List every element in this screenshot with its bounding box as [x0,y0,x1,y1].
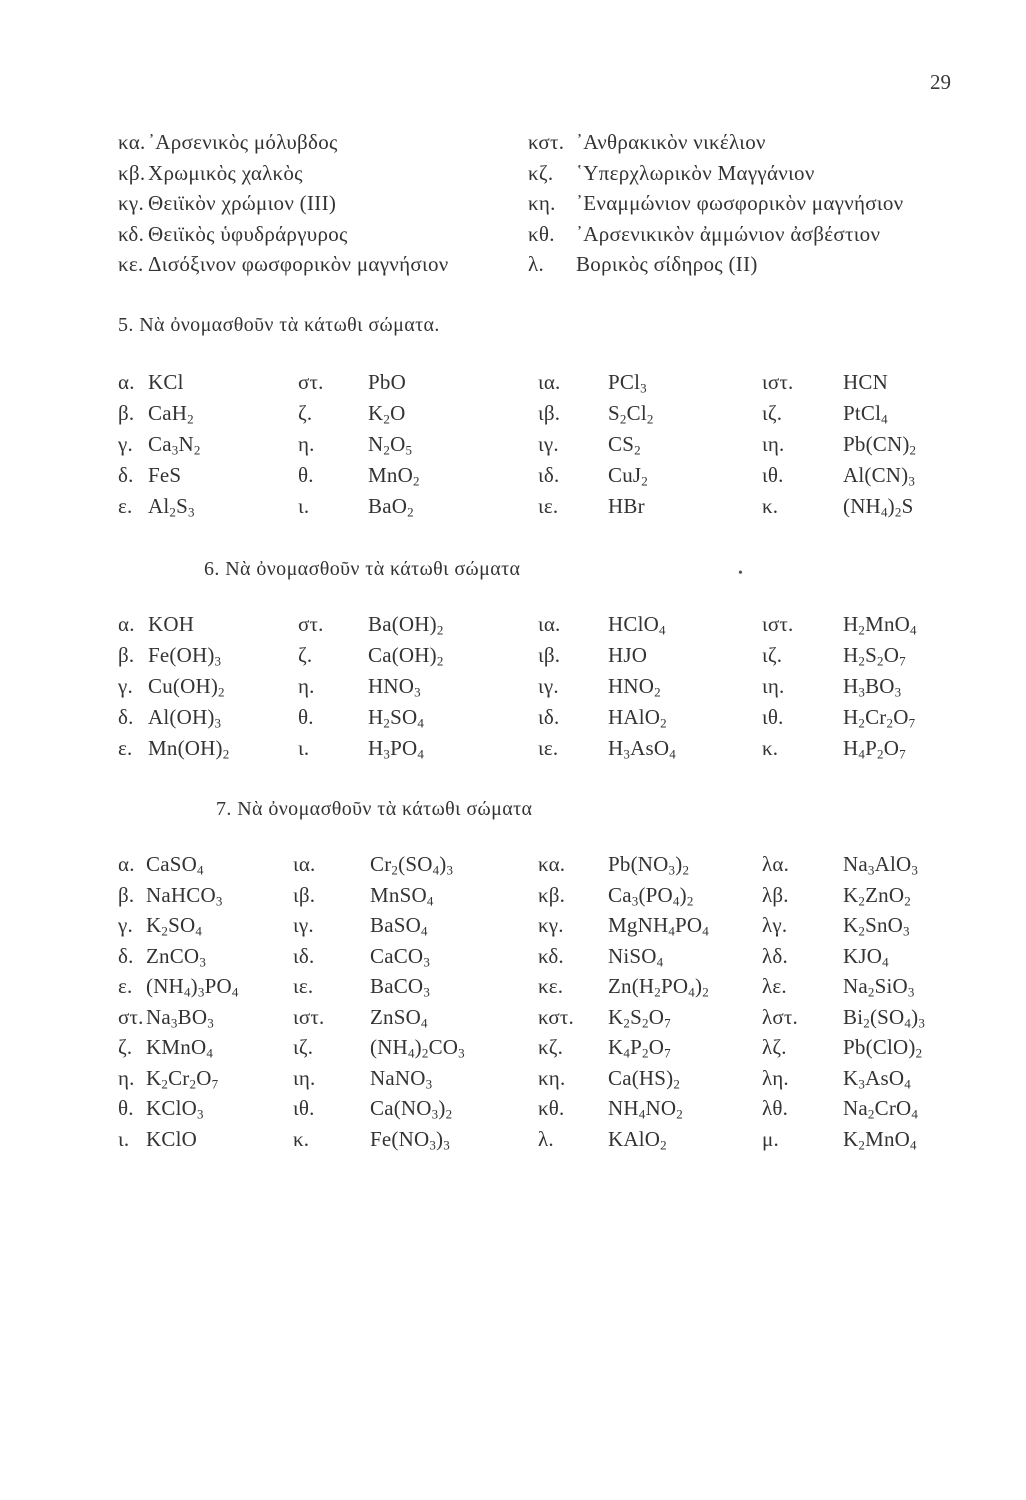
section-6-item-text: $Mn(OH)_2$ [148,736,230,762]
section-7-item-label: στ. [118,1004,144,1029]
section-7-item-label: ιε. [293,974,314,998]
section-7-item-text: KAlO$_2$ [608,1126,667,1153]
section-7-item-label: ιγ. [293,913,314,937]
section-7-item-label: μ. [762,1126,779,1151]
section-5-item-label: ε. [118,494,133,518]
section-7-item-text: $K_2SO_4$ [146,913,203,939]
top-item-label: κθ. [528,221,555,246]
section-7-item-label: η. [118,1065,135,1090]
section-7-item-label: κγ. [538,913,564,937]
section-7-item-label: ιζ. [293,1035,314,1059]
section-7-item-text: $K_2S_2O_7$ [608,1004,671,1031]
top-item-label: κγ. [118,191,145,215]
section-7-item-text: $(NH_4)_3PO_4$ [146,974,239,1000]
section-6-item-text: $H_2MnO_4$ [843,612,917,638]
section-7-item-text: $K_3AsO_4$ [843,1065,911,1092]
section-6-item-text: $HNO_3$ [368,674,421,700]
section-5-item-label: ιγ. [538,432,559,456]
section-7-item-label: κβ. [538,882,566,907]
section-7-item-text: $Ca(HS)_2$ [608,1065,681,1092]
section-7-item-text: ZnCO$_3$ [146,943,207,970]
section-7-item-label: ι. [118,1126,130,1151]
section-7-item-label: ια. [293,852,316,876]
section-6-item-text: $H_2SO_4$ [368,705,425,731]
section-5-item-label: ιστ. [762,370,794,394]
section-7-item-label: λε. [762,974,787,998]
section-7-item-text: $Bi_2(SO_4)_3$ [843,1004,926,1031]
section-7-heading: 7. Νὰ ὀνομασθοῦν τὰ κάτωθι σώματα [216,798,533,820]
top-item-label: λ. [528,252,545,276]
section-6-item-label: ια. [538,612,561,636]
section-7-item-text: NiSO$_4$ [608,943,664,970]
section-6-item-text: $HNO_2$ [608,674,661,700]
section-6-item-label: ιγ. [538,674,559,698]
section-6-item-label: ε. [118,736,133,760]
section-7-item-label: θ. [118,1096,134,1120]
section-5-item-text: KCl [148,370,184,394]
top-item-label: κδ. [118,221,145,246]
section-7-item-label: κδ. [538,943,564,968]
section-6-item-text: HJO [608,643,648,667]
top-item-text: ᾿Αρσενικικὸν ἀμμώνιον ἀσβέστιον [576,221,881,246]
section-7-item-label: λδ. [762,943,788,968]
section-7-item-label: ιθ. [293,1096,315,1120]
section-7-item-label: λγ. [762,913,788,937]
section-7-item-label: κε. [538,974,564,998]
section-6-item-label: ζ. [298,643,313,667]
section-5-item-text: $K_2O$ [368,401,406,427]
top-item-text: ῾Υπερχλωρικὸν Μαγγάνιον [576,160,815,185]
section-6-item-label: β. [118,643,135,667]
section-6-item-text: $Cu(OH)_2$ [148,674,225,700]
section-7-item-text: KClO$_3$ [146,1096,204,1122]
top-item-text: Δισόξινον φωσφορικὸν μαγνήσιον [148,252,449,276]
section-7-item-text: $K_2SnO_3$ [843,913,910,939]
section-5-item-text: CuJ$_2$ [608,463,648,489]
section-6-item-label: γ. [118,674,133,698]
section-6-item-text: $H_3BO_3$ [843,674,902,700]
section-5-item-text: $N_2O_5$ [368,432,413,458]
section-6-item-text: HAlO$_2$ [608,705,667,731]
section-5-item-label: ι. [298,494,310,518]
section-7-item-text: ZnSO$_4$ [370,1004,428,1031]
section-7-item-text: BaSO$_4$ [370,913,428,939]
section-6-item-label: ιδ. [538,705,560,729]
section-6-item-text: KOH [148,612,195,636]
section-5-item-label: ιη. [762,432,785,456]
top-item-label: κε. [118,252,144,276]
section-6-item-label: η. [298,674,315,698]
section-6-item-label: ιβ. [538,643,561,667]
section-6-item-label: ιε. [538,736,559,760]
section-7-item-text: $Na_2SiO_3$ [843,974,915,1000]
section-5-item-text: PCl$_3$ [608,370,647,396]
section-7-item-text: $K_2ZnO_2$ [843,882,911,909]
section-7-item-text: $K_2Cr_2O_7$ [146,1065,219,1092]
section-7-item-text: $Na_3AlO_3$ [843,852,919,878]
section-7-item-label: ιβ. [293,882,316,907]
section-7-item-text: $KJO_4$ [843,943,889,970]
section-5-item-label: ιδ. [538,463,560,487]
top-item-label: κη. [528,191,556,215]
section-6-heading: 6. Νὰ ὀνομασθοῦν τὰ κάτωθι σώματα [204,558,521,580]
section-7-item-text: $Ca_3(PO_4)_2$ [608,882,694,909]
section-7-item-text: $Fe(NO_3)_3$ [370,1126,450,1153]
top-item-label: κστ. [528,130,565,154]
section-7-item-label: δ. [118,943,134,968]
section-7-item-label: λστ. [762,1004,798,1029]
section-5-item-text: BaO$_2$ [368,494,414,520]
section-6-item-label: θ. [298,705,314,729]
section-6-item-label: ι. [298,736,310,760]
section-6-item-label: ιθ. [762,705,784,729]
section-5-item-text: PtCl$_4$ [843,401,888,427]
section-7-item-label: γ. [118,913,133,937]
section-7-item-label: α. [118,852,135,876]
section-7-item-text: $(NH_4)_2CO_3$ [370,1035,465,1061]
section-7-item-text: $Cr_2(SO_4)_3$ [370,852,454,878]
section-6-item-text: $Al(OH)_3$ [148,705,222,731]
section-5-item-label: α. [118,370,135,394]
section-6-item-text: $Ca(OH)_2$ [368,643,444,669]
section-5-item-text: HBr [608,494,645,518]
top-item-text: Χρωμικὸς χαλκὸς [148,160,303,185]
section-5-item-text: MnO$_2$ [368,463,420,489]
stray-mark: • [738,566,743,581]
section-7-item-label: λα. [762,852,790,876]
section-6-item-text: $Fe(OH)_3$ [148,643,222,669]
section-5-item-label: ιθ. [762,463,784,487]
section-7-item-text: $NH_4NO_2$ [608,1096,683,1122]
section-7-item-text: CaSO$_4$ [146,852,204,878]
top-item-text: Θειϊκὸν χρώμιον (III) [148,191,337,215]
section-6-item-text: $Ba(OH)_2$ [368,612,444,638]
section-5-item-label: ια. [538,370,561,394]
section-5-item-text: $Al_2S_3$ [148,494,195,520]
section-5-item-text: $S_2Cl_2$ [608,401,654,427]
section-7-item-label: κστ. [538,1004,574,1029]
section-7-item-text: CaCO$_3$ [370,943,431,970]
top-item-label: κα. [118,130,146,154]
section-7-item-text: $Ca(NO_3)_2$ [370,1096,453,1122]
section-7-item-text: $Pb(NO_3)_2$ [608,852,690,878]
section-7-item-label: κ. [293,1126,310,1151]
section-5-item-text: $Al(CN)_3$ [843,463,916,489]
section-7-item-label: β. [118,882,135,907]
section-6-item-text: $H_2S_2O_7$ [843,643,906,669]
section-7-item-label: ιστ. [293,1004,325,1029]
page-number: 29 [930,70,951,94]
section-7-item-text: $Pb(ClO)_2$ [843,1035,923,1061]
section-7-item-text: $Na_3BO_3$ [146,1004,214,1031]
section-5-item-text: PbO [368,370,406,394]
top-item-text: ᾿Ανθρακικὸν νικέλιον [576,130,766,154]
section-7-item-text: KMnO$_4$ [146,1035,214,1061]
section-6-item-text: $H_3PO_4$ [368,736,425,762]
section-7-item-text: NaNO$_3$ [370,1065,433,1092]
section-7-item-label: ε. [118,974,133,998]
section-7-item-label: λ. [538,1126,554,1151]
section-7-item-label: λη. [762,1065,789,1090]
section-7-item-text: $K_2MnO_4$ [843,1126,917,1153]
section-5-item-label: ιε. [538,494,559,518]
section-7-item-text: $MgNH_4PO_4$ [608,913,709,939]
top-item-text: Βορικὸς σίδηρος (II) [576,252,758,276]
section-6-item-label: ιη. [762,674,785,698]
top-item-label: κβ. [118,160,146,185]
section-7-item-text: BaCO$_3$ [370,974,431,1000]
section-7-item-text: KClO [146,1126,197,1151]
section-5-item-label: γ. [118,432,133,456]
section-7-item-text: $K_4P_2O_7$ [608,1035,671,1061]
section-7-item-label: κη. [538,1065,566,1090]
section-5-item-label: ιζ. [762,401,783,425]
section-5-item-label: ζ. [298,401,313,425]
section-5-item-label: κ. [762,494,779,518]
section-6-item-text: $H_3AsO_4$ [608,736,676,762]
section-7-item-label: κθ. [538,1096,565,1120]
section-6-item-text: HClO$_4$ [608,612,666,638]
section-5-item-text: $Pb(CN)_2$ [843,432,917,458]
section-5-item-label: θ. [298,463,314,487]
section-7-item-label: κα. [538,852,566,876]
section-7-item-text: $Na_2CrO_4$ [843,1096,919,1122]
section-7-item-label: ιη. [293,1065,316,1090]
section-7-item-text: $Zn(H_2PO_4)_2$ [608,974,709,1000]
section-6-item-label: ιζ. [762,643,783,667]
section-6-item-label: κ. [762,736,779,760]
section-5-item-label: δ. [118,463,134,487]
section-7-item-label: κζ. [538,1035,564,1059]
section-5-item-label: β. [118,401,135,425]
top-item-label: κζ. [528,160,554,185]
top-item-text: ᾿Αρσενικὸς μόλυβδος [148,130,338,154]
section-6-item-text: $H_4P_2O_7$ [843,736,906,762]
section-7-item-label: ιδ. [293,943,315,968]
section-6-item-label: στ. [298,612,324,636]
section-6-item-text: $H_2Cr_2O_7$ [843,705,916,731]
section-6-item-label: ιστ. [762,612,794,636]
section-6-item-label: α. [118,612,135,636]
section-5-heading: 5. Νὰ ὀνομασθοῦν τὰ κάτωθι σώματα. [118,314,440,336]
section-5-item-label: η. [298,432,315,456]
section-7-item-label: λβ. [762,882,789,907]
section-7-item-label: λζ. [762,1035,787,1059]
section-7-item-text: NaHCO$_3$ [146,882,223,909]
section-7-item-label: ζ. [118,1035,133,1059]
section-5-item-text: CaH$_2$ [148,401,194,427]
section-5-item-text: $CS_2$ [608,432,641,458]
section-5-item-label: στ. [298,370,324,394]
section-5-item-label: ιβ. [538,401,561,425]
section-5-item-text: $(NH_4)_2S$ [843,494,914,520]
section-5-item-text: HCN [843,370,888,394]
section-5-item-text: $Ca_3N_2$ [148,432,201,458]
top-item-text: Θειϊκὸς ὑφυδράργυρος [148,221,348,246]
section-5-item-text: FeS [148,463,182,487]
section-7-item-label: λθ. [762,1096,789,1120]
section-6-item-label: δ. [118,705,134,729]
top-item-text: ᾿Εναμμώνιον φωσφορικὸν μαγνήσιον [576,191,904,215]
section-7-item-text: MnSO$_4$ [370,882,434,909]
